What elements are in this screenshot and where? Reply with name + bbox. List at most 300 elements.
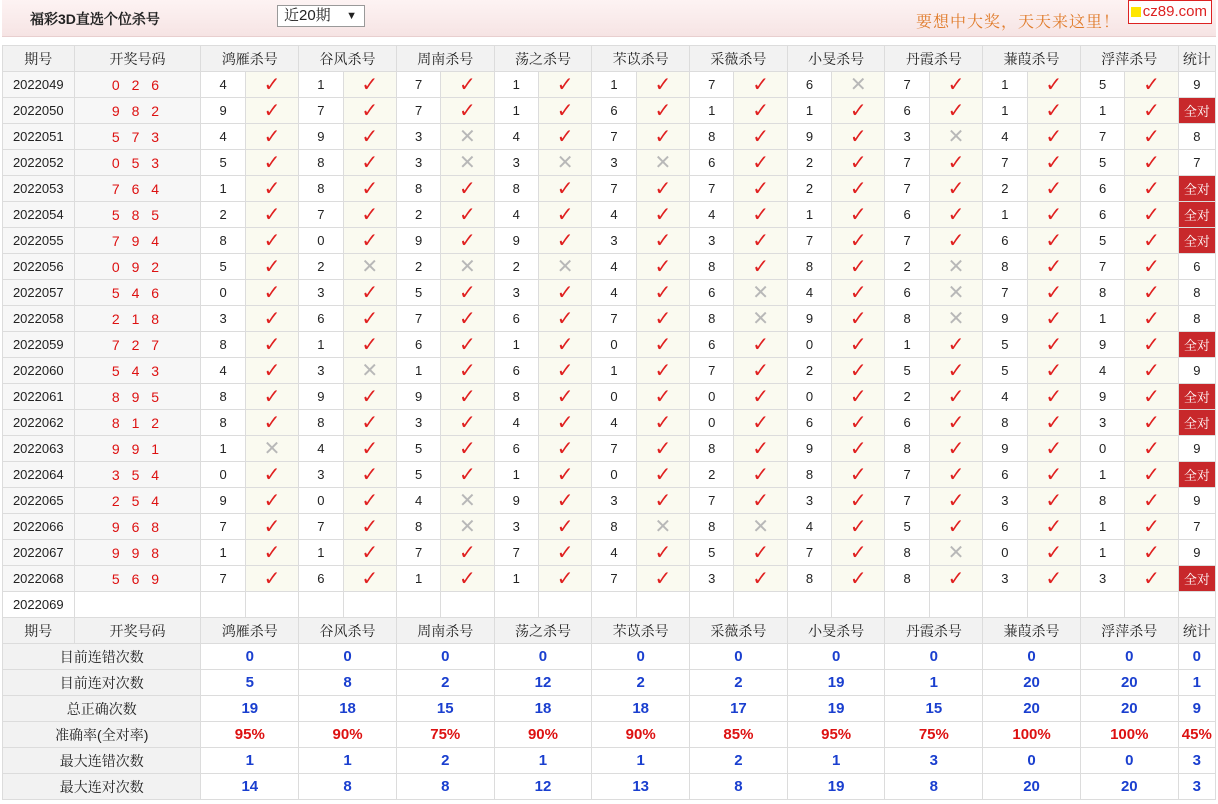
table-row: [3, 202, 1216, 228]
check-icon: ✓: [263, 73, 281, 96]
current-kill-number: 2: [396, 592, 440, 618]
result-cell: [1027, 358, 1080, 384]
result-cell: [929, 358, 982, 384]
result-cell: [245, 358, 298, 384]
period-cell: 2022066: [3, 514, 75, 540]
result-cell: [929, 540, 982, 566]
empty-cell: [343, 592, 396, 618]
check-icon: ✓: [849, 229, 867, 252]
stats-label: 目前连对次数: [3, 670, 201, 696]
kill-number-cell: 3: [787, 488, 831, 514]
kill-number-cell: 2: [885, 254, 929, 280]
cross-icon: ✕: [459, 515, 476, 538]
stats-value: 2: [690, 748, 788, 774]
check-icon: ✓: [361, 177, 379, 200]
kill-number-cell: 4: [592, 410, 636, 436]
check-icon: ✓: [1045, 203, 1063, 226]
result-cell: [734, 202, 787, 228]
result-cell: [734, 332, 787, 358]
check-icon: ✓: [947, 463, 965, 486]
period-cell: 2022049: [3, 72, 75, 98]
check-icon: ✓: [361, 567, 379, 590]
check-icon: ✓: [263, 541, 281, 564]
check-icon: ✓: [849, 333, 867, 356]
result-cell: [1027, 540, 1080, 566]
table-row: [3, 462, 1216, 488]
stats-value: 5: [201, 670, 299, 696]
period-cell: 2022065: [3, 488, 75, 514]
kill-number-cell: 9: [494, 228, 538, 254]
kill-number-cell: 8: [690, 124, 734, 150]
result-cell: [832, 410, 885, 436]
result-cell: [441, 228, 494, 254]
table-row: [3, 98, 1216, 124]
result-cell: [636, 384, 689, 410]
result-cell: [245, 462, 298, 488]
check-icon: ✓: [654, 229, 672, 252]
result-cell: [832, 462, 885, 488]
kill-number-cell: 2: [299, 254, 343, 280]
kill-number-cell: 9: [299, 124, 343, 150]
col-header-expert[interactable]: 小旻杀号: [787, 46, 885, 72]
result-cell: [441, 98, 494, 124]
kill-number-cell: 4: [201, 124, 245, 150]
result-cell: [538, 280, 591, 306]
result-cell: [538, 332, 591, 358]
kill-number-cell: 5: [1080, 228, 1124, 254]
table-row: [3, 150, 1216, 176]
empty-cell: [245, 592, 298, 618]
kill-number-cell: 3: [494, 514, 538, 540]
result-cell: [343, 280, 396, 306]
check-icon: ✓: [459, 359, 476, 382]
check-icon: ✓: [1143, 333, 1160, 356]
result-cell: [538, 436, 591, 462]
result-cell: [1125, 176, 1178, 202]
kill-number-cell: 1: [494, 332, 538, 358]
result-cell: [1125, 254, 1178, 280]
stats-value: 100%: [1080, 722, 1178, 748]
check-icon: ✓: [459, 229, 476, 252]
col-header-expert[interactable]: 浮萍杀号: [1080, 46, 1178, 72]
result-cell: [734, 410, 787, 436]
result-cell: [1027, 72, 1080, 98]
check-icon: ✓: [1045, 177, 1063, 200]
check-icon: ✓: [556, 385, 574, 408]
result-cell: [245, 98, 298, 124]
kill-number-cell: 3: [396, 410, 440, 436]
kill-number-cell: 6: [787, 410, 831, 436]
check-icon: ✓: [263, 567, 281, 590]
stats-value: 18: [592, 696, 690, 722]
col-header-expert[interactable]: 芣苡杀号: [592, 46, 690, 72]
check-icon: ✓: [654, 411, 672, 434]
empty-cell: [929, 592, 982, 618]
check-icon: ✓: [361, 437, 379, 460]
kill-number-cell: 9: [396, 228, 440, 254]
kill-number-cell: 6: [690, 280, 734, 306]
check-icon: ✓: [1045, 437, 1063, 460]
check-icon: ✓: [849, 489, 867, 512]
kill-number-cell: 6: [885, 98, 929, 124]
correct-count-cell: 9: [1178, 72, 1215, 98]
kill-number-cell: 8: [201, 228, 245, 254]
result-cell: [832, 488, 885, 514]
result-cell: [832, 176, 885, 202]
empty-cell: [1178, 592, 1215, 618]
result-cell: [441, 410, 494, 436]
result-cell: [636, 566, 689, 592]
result-cell: [1125, 72, 1178, 98]
result-cell: [441, 202, 494, 228]
kill-number-cell: 1: [983, 72, 1027, 98]
check-icon: ✓: [1143, 229, 1160, 252]
check-icon: ✓: [947, 567, 965, 590]
check-icon: ✓: [849, 567, 867, 590]
result-cell: [636, 462, 689, 488]
kill-number-cell: 0: [983, 540, 1027, 566]
kill-number-cell: 6: [885, 410, 929, 436]
check-icon: ✓: [654, 307, 672, 330]
stats-value: 0: [299, 644, 397, 670]
result-cell: [636, 124, 689, 150]
check-icon: ✓: [263, 463, 281, 486]
cross-icon: ✕: [459, 255, 476, 278]
check-icon: ✓: [752, 229, 769, 252]
draw-number-cell: 2 5 4: [74, 488, 201, 514]
check-icon: ✓: [752, 463, 769, 486]
result-cell: [343, 176, 396, 202]
result-cell: [734, 72, 787, 98]
kill-number-cell: 2: [494, 254, 538, 280]
result-cell: [343, 202, 396, 228]
result-cell: [538, 384, 591, 410]
check-icon: ✓: [1045, 73, 1063, 96]
result-cell: [245, 436, 298, 462]
cross-icon: ✕: [459, 151, 476, 174]
col-header-expert[interactable]: 采薇杀号: [690, 618, 788, 644]
kill-number-cell: 8: [983, 254, 1027, 280]
col-header-period: 期号: [3, 46, 75, 72]
col-header-expert[interactable]: 蒹葭杀号: [983, 618, 1081, 644]
cross-icon: ✕: [947, 541, 965, 564]
empty-cell: [1027, 592, 1080, 618]
result-cell: [245, 254, 298, 280]
col-header-expert[interactable]: 丹霞杀号: [885, 46, 983, 72]
result-cell: [734, 540, 787, 566]
period-cell: 2022058: [3, 306, 75, 332]
result-cell: [343, 436, 396, 462]
cross-icon: ✕: [459, 489, 476, 512]
kill-number-cell: 4: [494, 124, 538, 150]
period-cell: 2022055: [3, 228, 75, 254]
result-cell: [538, 150, 591, 176]
correct-count-cell: 6: [1178, 254, 1215, 280]
check-icon: ✓: [361, 515, 379, 538]
stats-value: 90%: [592, 722, 690, 748]
kill-number-cell: 9: [787, 436, 831, 462]
period-cell: 2022062: [3, 410, 75, 436]
correct-count-cell: 8: [1178, 124, 1215, 150]
period-cell: 2022054: [3, 202, 75, 228]
cross-icon: ✕: [654, 151, 672, 174]
kill-number-cell: 6: [494, 358, 538, 384]
kill-number-cell: 1: [1080, 462, 1124, 488]
stats-value: 20: [983, 670, 1081, 696]
result-cell: [343, 358, 396, 384]
result-cell: [1027, 384, 1080, 410]
check-icon: ✓: [849, 281, 867, 304]
result-cell: [1027, 436, 1080, 462]
check-icon: ✓: [263, 333, 281, 356]
result-cell: [245, 332, 298, 358]
cross-icon: ✕: [947, 281, 965, 304]
result-cell: [734, 228, 787, 254]
kill-number-cell: 5: [983, 332, 1027, 358]
stats-value: 0: [592, 644, 690, 670]
result-cell: [636, 306, 689, 332]
result-cell: [734, 462, 787, 488]
result-cell: [832, 514, 885, 540]
kill-number-cell: 7: [885, 72, 929, 98]
draw-number-cell: 9 9 1: [74, 436, 201, 462]
check-icon: ✓: [556, 229, 574, 252]
period-cell: 2022067: [3, 540, 75, 566]
kill-number-cell: 7: [592, 124, 636, 150]
result-cell: [441, 306, 494, 332]
kill-number-cell: 6: [983, 514, 1027, 540]
result-cell: [929, 462, 982, 488]
stats-value: 18: [494, 696, 592, 722]
current-kill-number: 4: [1080, 592, 1124, 618]
table-row: [3, 332, 1216, 358]
kill-number-cell: 8: [494, 176, 538, 202]
col-header-expert[interactable]: 小旻杀号: [787, 618, 885, 644]
all-correct-badge: 全对: [1178, 228, 1215, 254]
stats-label: 最大连对次数: [3, 774, 201, 800]
check-icon: ✓: [1045, 125, 1063, 148]
col-header-expert[interactable]: 周南杀号: [396, 618, 494, 644]
check-icon: ✓: [556, 281, 574, 304]
result-cell: [832, 436, 885, 462]
correct-count-cell: 9: [1178, 436, 1215, 462]
check-icon: ✓: [654, 333, 672, 356]
check-icon: ✓: [263, 203, 281, 226]
check-icon: ✓: [1045, 567, 1063, 590]
result-cell: [734, 488, 787, 514]
col-header-stat: 统计: [1178, 618, 1215, 644]
kill-number-cell: 7: [1080, 124, 1124, 150]
stats-value: 1: [885, 670, 983, 696]
all-correct-badge: 全对: [1178, 410, 1215, 436]
kill-number-cell: 2: [787, 358, 831, 384]
draw-number-cell: 9 9 8: [74, 540, 201, 566]
check-icon: ✓: [1143, 567, 1160, 590]
kill-number-cell: 8: [885, 436, 929, 462]
result-cell: [343, 384, 396, 410]
result-cell: [343, 150, 396, 176]
result-cell: [832, 98, 885, 124]
period-cell: 2022060: [3, 358, 75, 384]
col-header-expert[interactable]: 荡之杀号: [494, 618, 592, 644]
stats-value: 90%: [299, 722, 397, 748]
table-row: [3, 384, 1216, 410]
result-cell: [734, 150, 787, 176]
site-badge[interactable]: [1128, 0, 1212, 24]
result-cell: [636, 488, 689, 514]
stats-value: 17: [690, 696, 788, 722]
kill-number-cell: 8: [299, 410, 343, 436]
result-cell: [734, 176, 787, 202]
kill-number-cell: 1: [592, 358, 636, 384]
kill-number-cell: 8: [201, 410, 245, 436]
stats-value: 2: [592, 670, 690, 696]
kill-number-cell: 7: [1080, 254, 1124, 280]
check-icon: ✓: [654, 567, 672, 590]
check-icon: ✓: [752, 125, 769, 148]
table-row: [3, 436, 1216, 462]
kill-number-cell: 3: [592, 150, 636, 176]
kill-number-cell: 3: [299, 462, 343, 488]
check-icon: ✓: [361, 229, 379, 252]
kill-number-cell: 7: [592, 566, 636, 592]
period-cell: 2022052: [3, 150, 75, 176]
kill-number-cell: 2: [983, 176, 1027, 202]
draw-number-cell: 8 9 5: [74, 384, 201, 410]
col-header-expert[interactable]: 鸿雁杀号: [201, 618, 299, 644]
kill-number-cell: 5: [201, 150, 245, 176]
kill-number-cell: 7: [690, 176, 734, 202]
kill-number-cell: 3: [201, 306, 245, 332]
stats-row: [3, 644, 1216, 670]
col-header-expert[interactable]: 蒹葭杀号: [983, 46, 1081, 72]
kill-number-cell: 6: [690, 150, 734, 176]
check-icon: ✓: [1143, 411, 1160, 434]
table-row: [3, 124, 1216, 150]
kill-number-cell: 6: [983, 462, 1027, 488]
check-icon: ✓: [849, 99, 867, 122]
check-icon: ✓: [849, 515, 867, 538]
current-kill-number: 6: [299, 592, 343, 618]
check-icon: ✓: [1143, 489, 1160, 512]
cross-icon: ✕: [849, 73, 867, 96]
check-icon: ✓: [654, 281, 672, 304]
result-cell: [734, 514, 787, 540]
result-cell: [832, 384, 885, 410]
kill-number-cell: 0: [299, 228, 343, 254]
kill-number-cell: 1: [787, 202, 831, 228]
result-cell: [441, 280, 494, 306]
result-cell: [734, 384, 787, 410]
result-cell: [929, 566, 982, 592]
kill-number-cell: 8: [396, 514, 440, 540]
stats-value: 15: [885, 696, 983, 722]
draw-number-cell: 5 8 5: [74, 202, 201, 228]
period-cell: 2022061: [3, 384, 75, 410]
check-icon: ✓: [1045, 411, 1063, 434]
col-header-expert[interactable]: 鸿雁杀号: [201, 46, 299, 72]
check-icon: ✓: [556, 489, 574, 512]
col-header-expert[interactable]: 浮萍杀号: [1080, 618, 1178, 644]
result-cell: [1125, 124, 1178, 150]
kill-number-cell: 9: [201, 488, 245, 514]
result-cell: [929, 124, 982, 150]
kill-number-cell: 4: [983, 384, 1027, 410]
all-correct-badge: 全对: [1178, 176, 1215, 202]
kill-number-cell: 5: [396, 462, 440, 488]
result-cell: [929, 254, 982, 280]
kill-number-cell: 0: [690, 410, 734, 436]
check-icon: ✓: [947, 229, 965, 252]
col-header-expert[interactable]: 荡之杀号: [494, 46, 592, 72]
current-kill-number: 1: [201, 592, 245, 618]
kill-number-cell: 8: [1080, 280, 1124, 306]
kill-number-cell: 7: [690, 358, 734, 384]
stats-value: 75%: [396, 722, 494, 748]
kill-number-cell: 5: [201, 254, 245, 280]
cross-icon: ✕: [947, 255, 965, 278]
kill-number-cell: 7: [885, 150, 929, 176]
kill-number-cell: 1: [299, 72, 343, 98]
period-select[interactable]: [277, 5, 365, 27]
empty-cell: [734, 592, 787, 618]
kill-number-cell: 3: [592, 228, 636, 254]
check-icon: ✓: [752, 203, 769, 226]
kill-number-cell: 3: [592, 488, 636, 514]
kill-number-cell: 3: [1080, 410, 1124, 436]
kill-number-cell: 6: [299, 566, 343, 592]
check-icon: ✓: [556, 73, 574, 96]
check-icon: ✓: [556, 541, 574, 564]
col-header-expert[interactable]: 谷风杀号: [299, 618, 397, 644]
current-kill-number: 4: [787, 592, 831, 618]
col-header-expert[interactable]: 谷风杀号: [299, 46, 397, 72]
check-icon: ✓: [849, 307, 867, 330]
check-icon: ✓: [849, 411, 867, 434]
check-icon: ✓: [849, 359, 867, 382]
result-cell: [538, 98, 591, 124]
col-header-expert[interactable]: 周南杀号: [396, 46, 494, 72]
result-cell: [1027, 514, 1080, 540]
cross-icon: ✕: [752, 307, 769, 330]
result-cell: [1125, 436, 1178, 462]
result-cell: [245, 150, 298, 176]
check-icon: ✓: [752, 73, 769, 96]
kill-number-cell: 5: [396, 280, 440, 306]
kill-number-cell: 3: [396, 124, 440, 150]
kill-number-cell: 1: [787, 98, 831, 124]
result-cell: [734, 566, 787, 592]
kill-number-cell: 1: [1080, 514, 1124, 540]
col-header-expert[interactable]: 芣苡杀号: [592, 618, 690, 644]
period-cell: 2022053: [3, 176, 75, 202]
check-icon: ✓: [752, 411, 769, 434]
col-header-expert[interactable]: 丹霞杀号: [885, 618, 983, 644]
result-cell: [245, 566, 298, 592]
check-icon: ✓: [459, 463, 476, 486]
result-cell: [1125, 384, 1178, 410]
draw-number-cell: 3 5 4: [74, 462, 201, 488]
check-icon: ✓: [849, 177, 867, 200]
kill-number-cell: 7: [787, 540, 831, 566]
result-cell: [1125, 306, 1178, 332]
result-cell: [441, 124, 494, 150]
kill-number-cell: 7: [690, 72, 734, 98]
table-row: [3, 488, 1216, 514]
stats-row: [3, 670, 1216, 696]
col-header-expert[interactable]: 采薇杀号: [690, 46, 788, 72]
check-icon: ✓: [849, 255, 867, 278]
